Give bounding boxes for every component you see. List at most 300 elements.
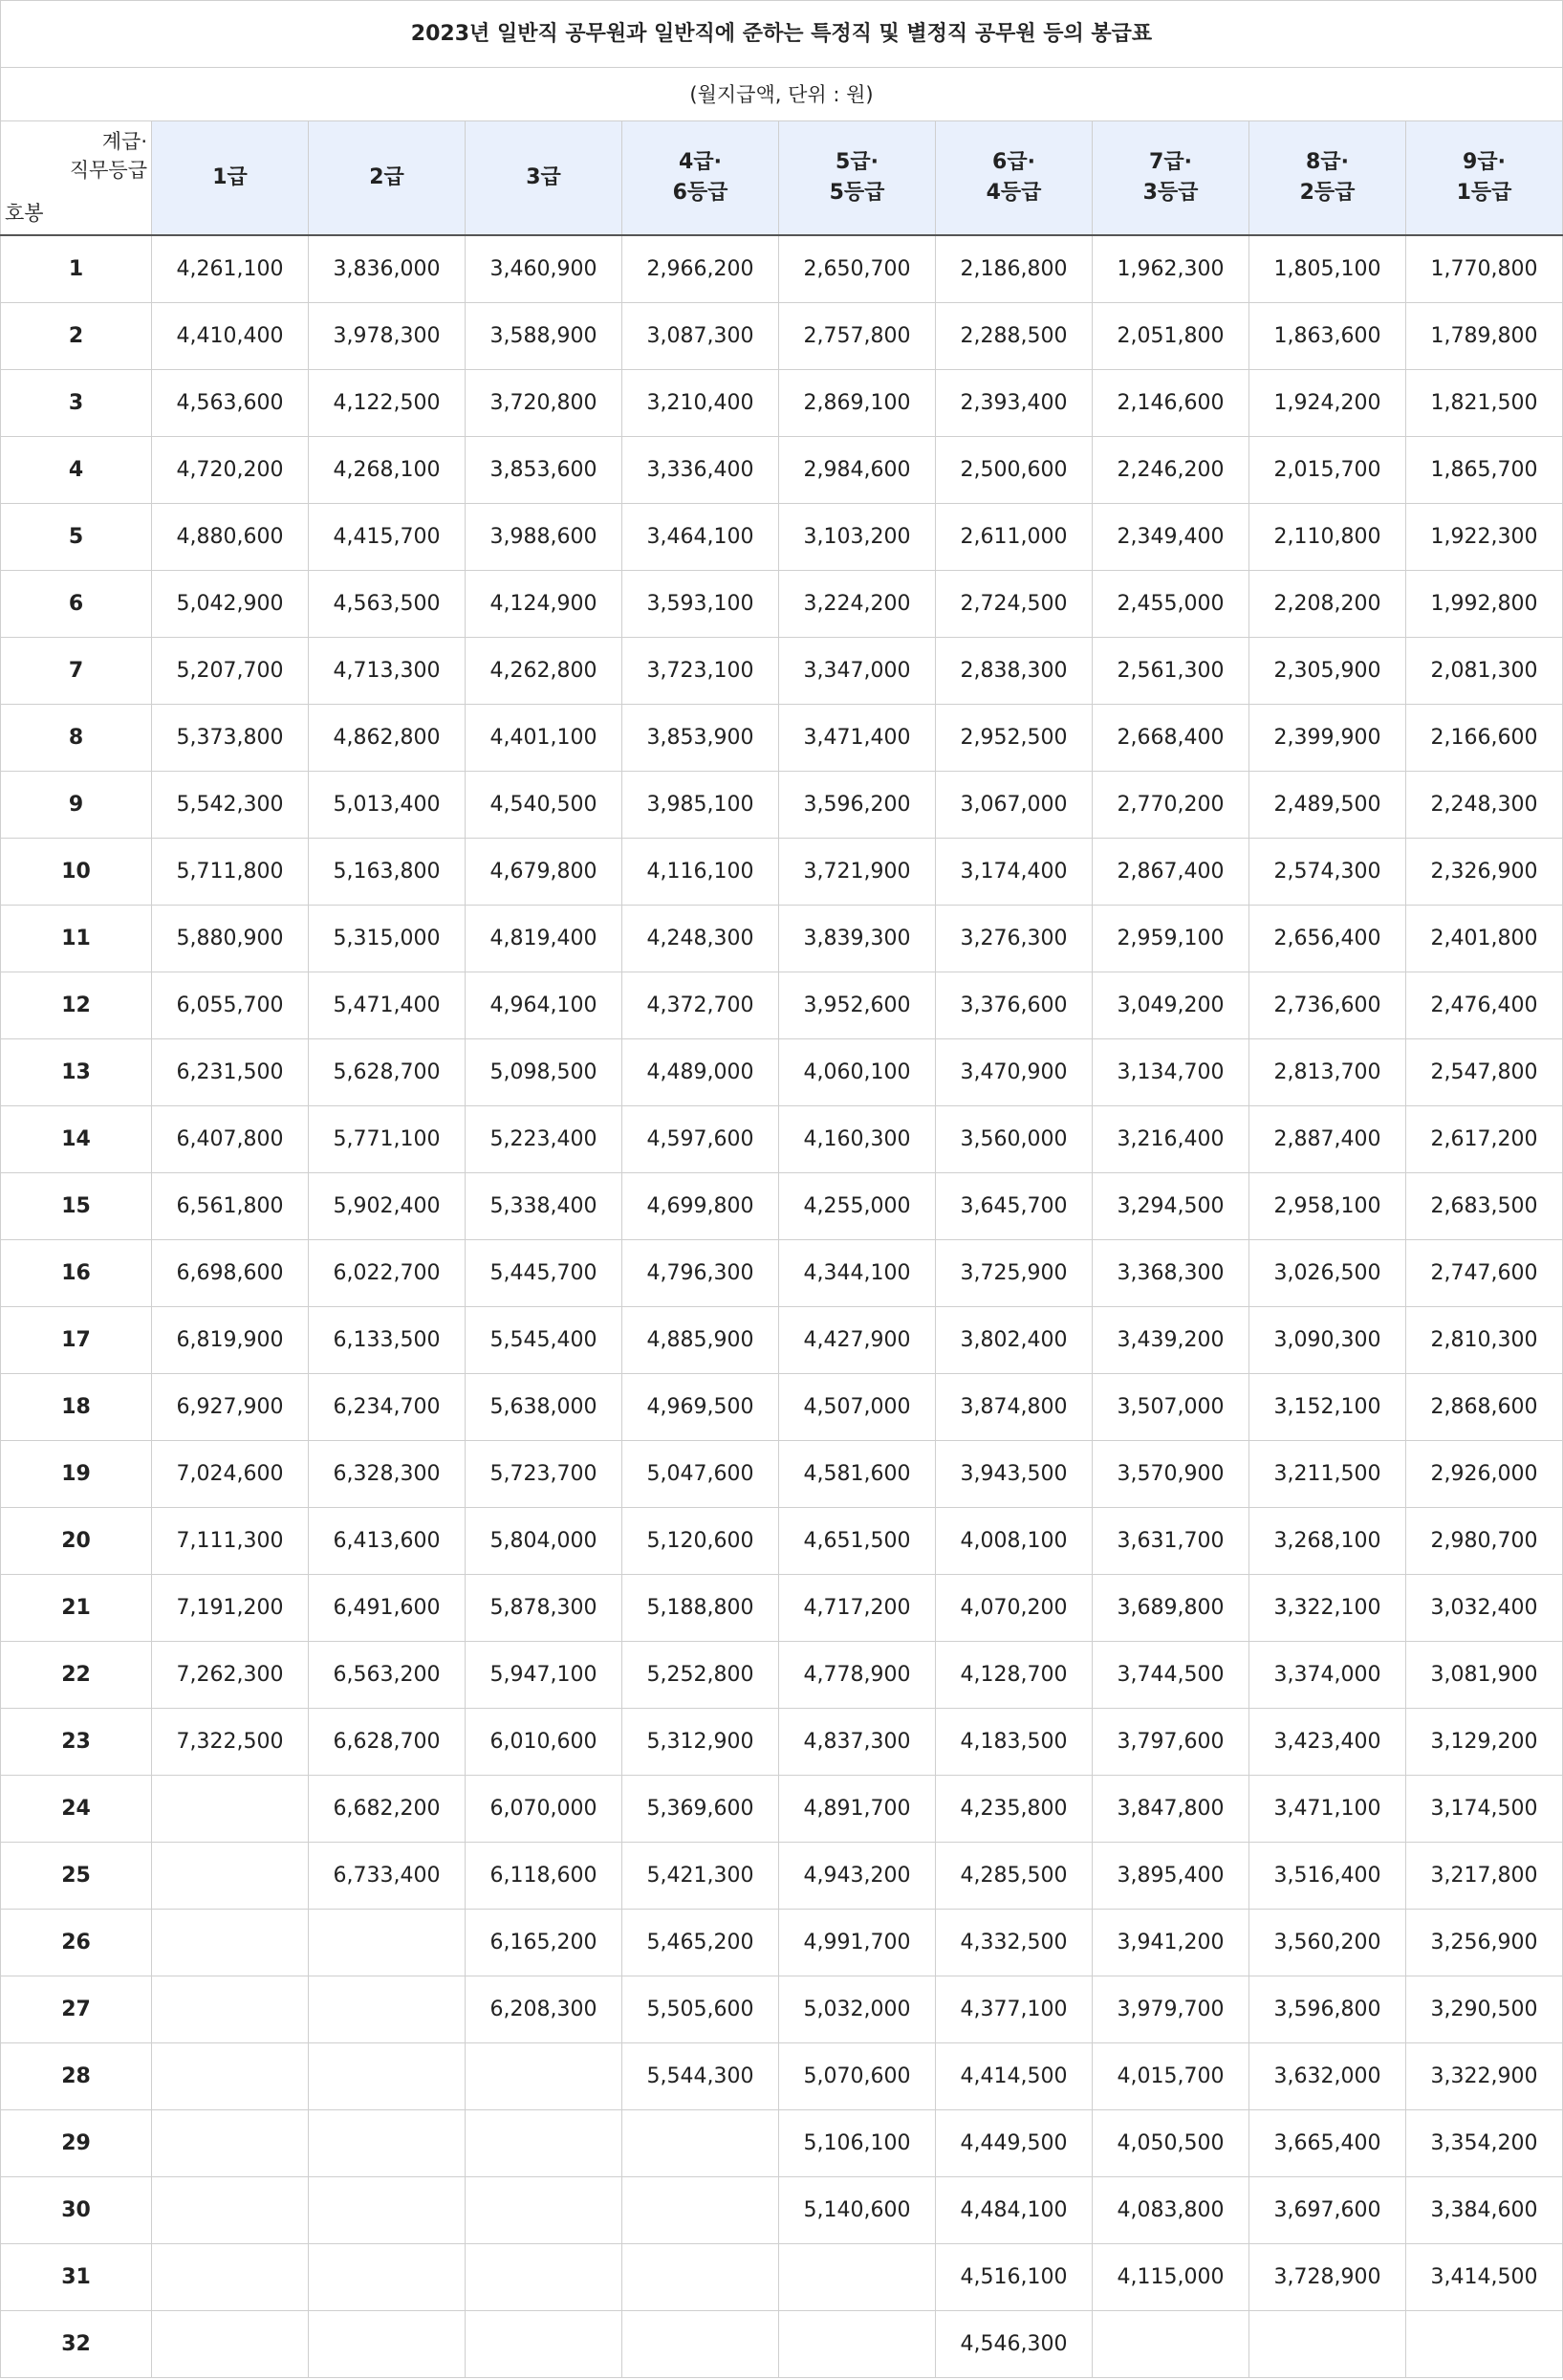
salary-cell: 3,596,800 [1249, 1976, 1406, 2043]
table-row [1, 638, 1563, 705]
salary-cell: 7,262,300 [152, 1642, 309, 1709]
salary-cell: 3,210,400 [622, 370, 779, 437]
salary-cell [309, 1976, 466, 2043]
salary-cell: 3,032,400 [1406, 1575, 1563, 1642]
salary-cell: 3,728,900 [1249, 2244, 1406, 2311]
salary-cell: 6,682,200 [309, 1776, 466, 1843]
salary-cell: 4,116,100 [622, 839, 779, 906]
salary-cell: 4,415,700 [309, 504, 466, 571]
step-cell: 14 [1, 1106, 152, 1173]
salary-cell [779, 2311, 936, 2378]
salary-cell: 4,268,100 [309, 437, 466, 504]
salary-cell: 3,211,500 [1249, 1441, 1406, 1508]
salary-cell: 2,051,800 [1093, 303, 1249, 370]
table-row [1, 437, 1563, 504]
salary-cell: 3,268,100 [1249, 1508, 1406, 1575]
step-cell: 11 [1, 906, 152, 972]
salary-cell: 3,354,200 [1406, 2110, 1563, 2177]
salary-cell: 4,964,100 [466, 972, 622, 1039]
table-row [1, 2311, 1563, 2378]
grade-header: 6급· 4등급 [936, 121, 1093, 236]
salary-cell: 3,290,500 [1406, 1976, 1563, 2043]
salary-cell [466, 2177, 622, 2244]
grade-header: 7급· 3등급 [1093, 121, 1249, 236]
salary-cell: 3,941,200 [1093, 1910, 1249, 1976]
salary-cell [309, 2110, 466, 2177]
table-row [1, 772, 1563, 839]
salary-cell: 3,853,600 [466, 437, 622, 504]
step-cell: 31 [1, 2244, 152, 2311]
step-cell: 32 [1, 2311, 152, 2378]
salary-cell: 3,723,100 [622, 638, 779, 705]
salary-cell: 1,805,100 [1249, 235, 1406, 303]
salary-cell: 4,597,600 [622, 1106, 779, 1173]
salary-cell: 4,414,500 [936, 2043, 1093, 2110]
salary-cell: 5,070,600 [779, 2043, 936, 2110]
salary-cell: 4,581,600 [779, 1441, 936, 1508]
salary-cell: 5,880,900 [152, 906, 309, 972]
salary-cell: 1,821,500 [1406, 370, 1563, 437]
table-row [1, 1240, 1563, 1307]
salary-cell: 2,208,200 [1249, 571, 1406, 638]
salary-cell: 4,060,100 [779, 1039, 936, 1106]
salary-cell: 4,943,200 [779, 1843, 936, 1910]
salary-cell: 2,650,700 [779, 235, 936, 303]
salary-cell: 6,133,500 [309, 1307, 466, 1374]
step-cell: 18 [1, 1374, 152, 1441]
salary-cell: 5,120,600 [622, 1508, 779, 1575]
salary-cell: 4,679,800 [466, 839, 622, 906]
salary-cell: 6,628,700 [309, 1709, 466, 1776]
step-cell: 20 [1, 1508, 152, 1575]
salary-cell: 4,427,900 [779, 1307, 936, 1374]
corner-step-label: 호봉 [5, 202, 44, 225]
table-row [1, 2244, 1563, 2311]
salary-cell: 4,891,700 [779, 1776, 936, 1843]
table-row [1, 1843, 1563, 1910]
grade-header: 3급 [466, 121, 622, 236]
salary-cell: 4,050,500 [1093, 2110, 1249, 2177]
salary-cell: 3,129,200 [1406, 1709, 1563, 1776]
salary-cell: 3,376,600 [936, 972, 1093, 1039]
table-row [1, 370, 1563, 437]
salary-cell: 2,455,000 [1093, 571, 1249, 638]
step-cell: 4 [1, 437, 152, 504]
salary-cell: 6,234,700 [309, 1374, 466, 1441]
salary-cell: 5,465,200 [622, 1910, 779, 1976]
salary-cell: 6,010,600 [466, 1709, 622, 1776]
salary-cell [309, 2043, 466, 2110]
salary-cell: 4,885,900 [622, 1307, 779, 1374]
salary-cell: 6,231,500 [152, 1039, 309, 1106]
salary-cell: 4,651,500 [779, 1508, 936, 1575]
grade-header: 9급· 1등급 [1406, 121, 1563, 236]
salary-cell: 3,507,000 [1093, 1374, 1249, 1441]
salary-cell: 4,507,000 [779, 1374, 936, 1441]
salary-cell: 3,081,900 [1406, 1642, 1563, 1709]
salary-cell: 3,464,100 [622, 504, 779, 571]
step-cell: 6 [1, 571, 152, 638]
salary-cell: 3,256,900 [1406, 1910, 1563, 1976]
salary-cell: 3,560,000 [936, 1106, 1093, 1173]
salary-cell: 5,140,600 [779, 2177, 936, 2244]
salary-cell: 4,285,500 [936, 1843, 1093, 1910]
salary-cell: 5,047,600 [622, 1441, 779, 1508]
salary-cell: 3,874,800 [936, 1374, 1093, 1441]
table-row [1, 1709, 1563, 1776]
salary-cell: 5,373,800 [152, 705, 309, 772]
salary-table [0, 120, 1563, 2378]
salary-cell: 2,683,500 [1406, 1173, 1563, 1240]
salary-cell: 2,288,500 [936, 303, 1093, 370]
salary-cell: 3,322,900 [1406, 2043, 1563, 2110]
salary-cell: 3,216,400 [1093, 1106, 1249, 1173]
salary-cell: 4,563,600 [152, 370, 309, 437]
table-row [1, 2043, 1563, 2110]
salary-cell: 2,186,800 [936, 235, 1093, 303]
salary-cell: 2,724,500 [936, 571, 1093, 638]
salary-cell: 3,134,700 [1093, 1039, 1249, 1106]
salary-cell [466, 2043, 622, 2110]
grade-header: 8급· 2등급 [1249, 121, 1406, 236]
salary-cell: 1,922,300 [1406, 504, 1563, 571]
salary-cell: 5,013,400 [309, 772, 466, 839]
salary-cell: 3,384,600 [1406, 2177, 1563, 2244]
salary-cell: 5,207,700 [152, 638, 309, 705]
salary-cell: 3,103,200 [779, 504, 936, 571]
salary-cell: 5,421,300 [622, 1843, 779, 1910]
salary-cell [622, 2177, 779, 2244]
salary-cell [466, 2311, 622, 2378]
salary-cell: 1,789,800 [1406, 303, 1563, 370]
salary-cell: 3,049,200 [1093, 972, 1249, 1039]
salary-cell: 4,160,300 [779, 1106, 936, 1173]
salary-cell: 3,217,800 [1406, 1843, 1563, 1910]
step-cell: 1 [1, 235, 152, 303]
salary-cell: 1,924,200 [1249, 370, 1406, 437]
salary-cell: 3,368,300 [1093, 1240, 1249, 1307]
salary-cell: 3,414,500 [1406, 2244, 1563, 2311]
salary-cell: 2,349,400 [1093, 504, 1249, 571]
salary-cell [622, 2244, 779, 2311]
salary-cell: 2,166,600 [1406, 705, 1563, 772]
salary-cell: 2,868,600 [1406, 1374, 1563, 1441]
salary-cell: 2,547,800 [1406, 1039, 1563, 1106]
table-row [1, 1173, 1563, 1240]
salary-cell: 2,656,400 [1249, 906, 1406, 972]
salary-cell: 3,836,000 [309, 235, 466, 303]
salary-cell: 3,588,900 [466, 303, 622, 370]
salary-cell: 2,401,800 [1406, 906, 1563, 972]
salary-cell: 4,248,300 [622, 906, 779, 972]
table-row [1, 1039, 1563, 1106]
salary-cell: 4,717,200 [779, 1575, 936, 1642]
salary-cell: 5,545,400 [466, 1307, 622, 1374]
salary-cell: 2,838,300 [936, 638, 1093, 705]
salary-cell: 5,312,900 [622, 1709, 779, 1776]
salary-cell: 4,819,400 [466, 906, 622, 972]
salary-cell [152, 1776, 309, 1843]
salary-cell: 2,959,100 [1093, 906, 1249, 972]
salary-cell: 1,992,800 [1406, 571, 1563, 638]
salary-cell: 2,984,600 [779, 437, 936, 504]
table-row [1, 1307, 1563, 1374]
table-row [1, 1106, 1563, 1173]
salary-cell [152, 1910, 309, 1976]
step-cell: 2 [1, 303, 152, 370]
salary-cell: 3,797,600 [1093, 1709, 1249, 1776]
salary-cell: 4,563,500 [309, 571, 466, 638]
salary-cell [152, 2311, 309, 2378]
salary-cell: 2,326,900 [1406, 839, 1563, 906]
table-row [1, 1441, 1563, 1508]
salary-cell: 2,887,400 [1249, 1106, 1406, 1173]
salary-cell: 3,952,600 [779, 972, 936, 1039]
salary-cell: 3,988,600 [466, 504, 622, 571]
salary-cell: 3,943,500 [936, 1441, 1093, 1508]
salary-cell: 6,561,800 [152, 1173, 309, 1240]
salary-cell: 4,862,800 [309, 705, 466, 772]
salary-cell: 3,593,100 [622, 571, 779, 638]
salary-cell: 3,471,100 [1249, 1776, 1406, 1843]
salary-cell: 2,770,200 [1093, 772, 1249, 839]
salary-cell: 4,969,500 [622, 1374, 779, 1441]
salary-cell: 3,423,400 [1249, 1709, 1406, 1776]
grade-header: 2급 [309, 121, 466, 236]
salary-cell: 3,839,300 [779, 906, 936, 972]
salary-cell: 2,926,000 [1406, 1441, 1563, 1508]
corner-header [1, 121, 152, 236]
salary-cell: 5,947,100 [466, 1642, 622, 1709]
table-row [1, 1642, 1563, 1709]
table-row [1, 571, 1563, 638]
step-cell: 12 [1, 972, 152, 1039]
salary-cell: 4,720,200 [152, 437, 309, 504]
salary-cell: 4,540,500 [466, 772, 622, 839]
salary-cell: 2,246,200 [1093, 437, 1249, 504]
table-row [1, 1776, 1563, 1843]
salary-cell: 4,008,100 [936, 1508, 1093, 1575]
salary-cell: 2,980,700 [1406, 1508, 1563, 1575]
salary-cell: 3,631,700 [1093, 1508, 1249, 1575]
salary-cell: 6,733,400 [309, 1843, 466, 1910]
table-row [1, 839, 1563, 906]
salary-cell: 6,413,600 [309, 1508, 466, 1575]
salary-cell: 3,090,300 [1249, 1307, 1406, 1374]
salary-cell [152, 2043, 309, 2110]
salary-cell: 3,978,300 [309, 303, 466, 370]
salary-cell: 6,070,000 [466, 1776, 622, 1843]
salary-cell: 5,369,600 [622, 1776, 779, 1843]
salary-cell: 5,163,800 [309, 839, 466, 906]
salary-cell: 3,516,400 [1249, 1843, 1406, 1910]
salary-cell: 2,747,600 [1406, 1240, 1563, 1307]
salary-cell: 4,516,100 [936, 2244, 1093, 2311]
table-row [1, 972, 1563, 1039]
table-row [1, 705, 1563, 772]
table-row [1, 303, 1563, 370]
step-cell: 15 [1, 1173, 152, 1240]
salary-cell: 4,449,500 [936, 2110, 1093, 2177]
salary-cell: 3,470,900 [936, 1039, 1093, 1106]
step-cell: 5 [1, 504, 152, 571]
step-cell: 29 [1, 2110, 152, 2177]
salary-cell: 2,966,200 [622, 235, 779, 303]
salary-cell: 3,645,700 [936, 1173, 1093, 1240]
step-cell: 7 [1, 638, 152, 705]
table-title: 2023년 일반직 공무원과 일반직에 준하는 특정직 및 별정직 공무원 등의 봉급표 [0, 0, 1563, 67]
step-cell: 30 [1, 2177, 152, 2244]
salary-cell: 6,491,600 [309, 1575, 466, 1642]
salary-cell: 2,305,900 [1249, 638, 1406, 705]
salary-cell: 4,262,800 [466, 638, 622, 705]
table-row [1, 1976, 1563, 2043]
grade-header: 4급· 6등급 [622, 121, 779, 236]
salary-cell: 4,124,900 [466, 571, 622, 638]
step-cell: 16 [1, 1240, 152, 1307]
step-cell: 19 [1, 1441, 152, 1508]
salary-cell: 3,067,000 [936, 772, 1093, 839]
salary-cell: 4,115,000 [1093, 2244, 1249, 2311]
salary-cell: 7,191,200 [152, 1575, 309, 1642]
salary-cell: 3,895,400 [1093, 1843, 1249, 1910]
salary-cell: 3,632,000 [1249, 2043, 1406, 2110]
salary-cell: 3,979,700 [1093, 1976, 1249, 2043]
salary-cell: 4,122,500 [309, 370, 466, 437]
salary-cell: 2,736,600 [1249, 972, 1406, 1039]
salary-cell: 5,902,400 [309, 1173, 466, 1240]
salary-cell: 2,757,800 [779, 303, 936, 370]
table-body [1, 235, 1563, 2378]
salary-cell: 3,336,400 [622, 437, 779, 504]
salary-cell [309, 2311, 466, 2378]
salary-cell [1406, 2311, 1563, 2378]
salary-cell: 3,322,100 [1249, 1575, 1406, 1642]
step-cell: 8 [1, 705, 152, 772]
salary-cell: 3,276,300 [936, 906, 1093, 972]
salary-cell: 2,867,400 [1093, 839, 1249, 906]
salary-cell: 1,865,700 [1406, 437, 1563, 504]
salary-cell: 2,561,300 [1093, 638, 1249, 705]
salary-cell [779, 2244, 936, 2311]
table-row [1, 1374, 1563, 1441]
table-row [1, 235, 1563, 303]
salary-cell: 6,819,900 [152, 1307, 309, 1374]
salary-cell: 4,401,100 [466, 705, 622, 772]
salary-cell: 5,042,900 [152, 571, 309, 638]
salary-cell: 3,560,200 [1249, 1910, 1406, 1976]
salary-cell: 4,699,800 [622, 1173, 779, 1240]
salary-cell: 6,927,900 [152, 1374, 309, 1441]
salary-cell [309, 1910, 466, 1976]
step-cell: 9 [1, 772, 152, 839]
table-row [1, 2177, 1563, 2244]
salary-cell: 4,991,700 [779, 1910, 936, 1976]
step-cell: 23 [1, 1709, 152, 1776]
salary-cell: 3,985,100 [622, 772, 779, 839]
salary-cell: 4,713,300 [309, 638, 466, 705]
grade-header: 5급· 5등급 [779, 121, 936, 236]
salary-cell: 4,377,100 [936, 1976, 1093, 2043]
table-row [1, 1508, 1563, 1575]
salary-cell: 3,725,900 [936, 1240, 1093, 1307]
salary-cell: 3,689,800 [1093, 1575, 1249, 1642]
salary-cell [309, 2244, 466, 2311]
step-cell: 21 [1, 1575, 152, 1642]
salary-cell: 3,853,900 [622, 705, 779, 772]
step-cell: 17 [1, 1307, 152, 1374]
step-cell: 24 [1, 1776, 152, 1843]
table-row [1, 2110, 1563, 2177]
salary-cell: 2,813,700 [1249, 1039, 1406, 1106]
salary-cell: 5,252,800 [622, 1642, 779, 1709]
corner-grade-label: 계급· 직무등급 [69, 130, 147, 182]
salary-cell: 2,399,900 [1249, 705, 1406, 772]
salary-cell: 3,374,000 [1249, 1642, 1406, 1709]
salary-cell: 6,563,200 [309, 1642, 466, 1709]
salary-cell: 5,106,100 [779, 2110, 936, 2177]
salary-cell: 6,698,600 [152, 1240, 309, 1307]
salary-cell: 2,611,000 [936, 504, 1093, 571]
salary-cell: 1,863,600 [1249, 303, 1406, 370]
salary-cell: 4,489,000 [622, 1039, 779, 1106]
salary-cell: 4,083,800 [1093, 2177, 1249, 2244]
salary-cell: 6,165,200 [466, 1910, 622, 1976]
salary-cell: 2,248,300 [1406, 772, 1563, 839]
salary-cell: 5,188,800 [622, 1575, 779, 1642]
salary-cell: 5,223,400 [466, 1106, 622, 1173]
salary-cell: 2,476,400 [1406, 972, 1563, 1039]
table-subtitle: (월지급액, 단위 : 원) [0, 67, 1563, 120]
salary-cell: 7,024,600 [152, 1441, 309, 1508]
step-cell: 22 [1, 1642, 152, 1709]
salary-cell: 5,771,100 [309, 1106, 466, 1173]
salary-cell: 3,665,400 [1249, 2110, 1406, 2177]
salary-cell: 2,015,700 [1249, 437, 1406, 504]
step-cell: 28 [1, 2043, 152, 2110]
salary-cell [152, 2110, 309, 2177]
salary-cell: 1,770,800 [1406, 235, 1563, 303]
salary-cell: 4,880,600 [152, 504, 309, 571]
table-row [1, 1910, 1563, 1976]
salary-cell: 1,962,300 [1093, 235, 1249, 303]
step-cell: 3 [1, 370, 152, 437]
step-cell: 26 [1, 1910, 152, 1976]
salary-cell: 4,372,700 [622, 972, 779, 1039]
salary-cell: 4,255,000 [779, 1173, 936, 1240]
salary-cell: 4,778,900 [779, 1642, 936, 1709]
salary-cell [466, 2244, 622, 2311]
salary-cell: 2,489,500 [1249, 772, 1406, 839]
step-cell: 25 [1, 1843, 152, 1910]
salary-cell: 4,070,200 [936, 1575, 1093, 1642]
salary-cell: 5,032,000 [779, 1976, 936, 2043]
salary-cell: 3,087,300 [622, 303, 779, 370]
header-row [1, 121, 1563, 236]
salary-cell: 3,026,500 [1249, 1240, 1406, 1307]
salary-cell: 5,878,300 [466, 1575, 622, 1642]
salary-cell: 4,546,300 [936, 2311, 1093, 2378]
salary-cell: 5,544,300 [622, 2043, 779, 2110]
salary-cell: 3,294,500 [1093, 1173, 1249, 1240]
salary-cell: 6,022,700 [309, 1240, 466, 1307]
salary-cell: 2,958,100 [1249, 1173, 1406, 1240]
salary-cell: 6,118,600 [466, 1843, 622, 1910]
salary-cell: 5,711,800 [152, 839, 309, 906]
salary-cell: 6,055,700 [152, 972, 309, 1039]
step-cell: 27 [1, 1976, 152, 2043]
salary-cell: 3,847,800 [1093, 1776, 1249, 1843]
